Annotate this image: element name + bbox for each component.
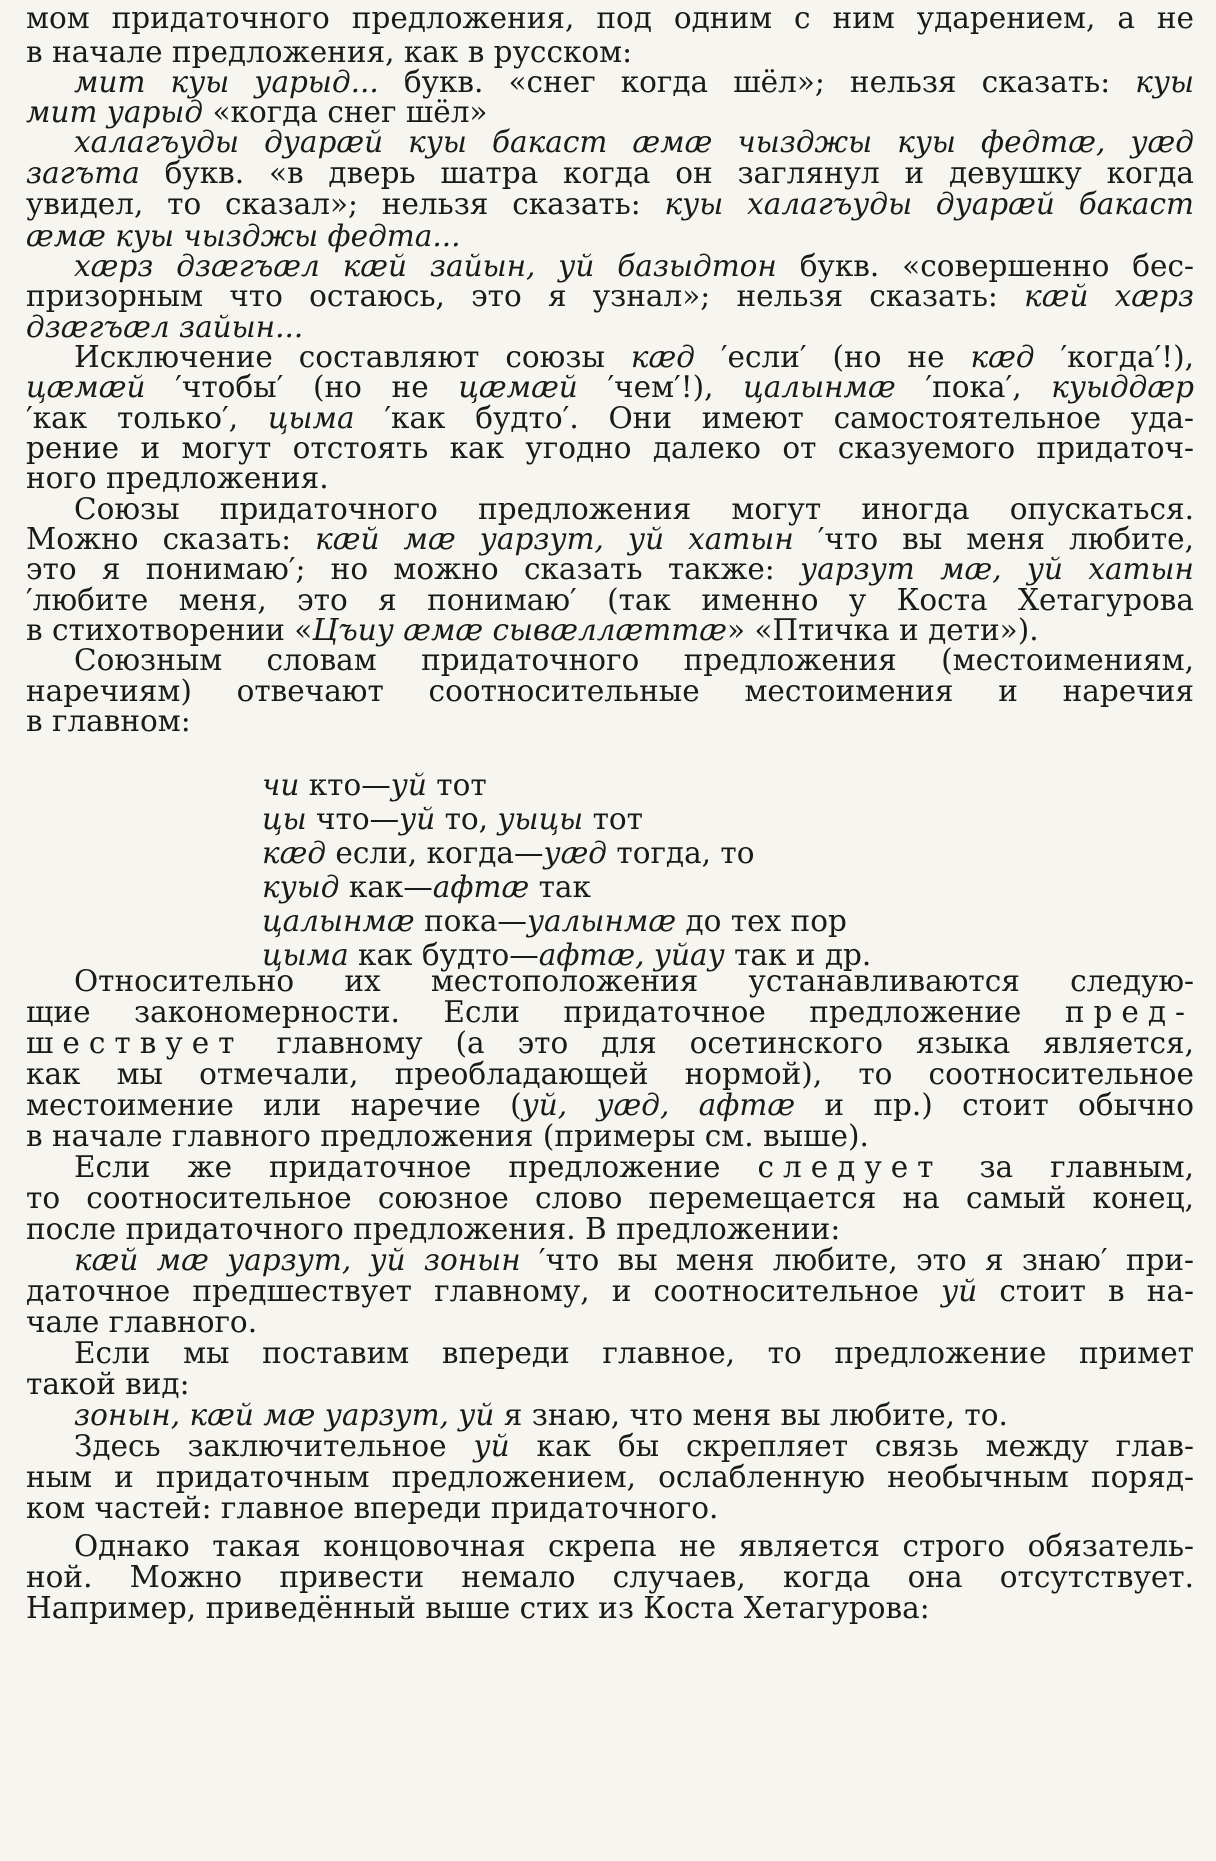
italic-example: уй (473, 1429, 510, 1463)
text-run: Союзы придаточного предложения могут иногда опускаться. (74, 492, 1194, 526)
text-run: Относительно их местоположения устанавливаются следую- (74, 964, 1194, 998)
text-run: ′когда′!), (1034, 340, 1194, 374)
correlative-pairs-table (262, 768, 871, 972)
text-run: в начале предложения, как в русском: (26, 35, 633, 69)
text-run: ным и придаточным предложением, ослабленную необычным поряд- (26, 1460, 1194, 1494)
text-run: стоит в на- (977, 1274, 1194, 1308)
text-run: если, когда— (326, 836, 544, 870)
italic-example: мит уарыд (26, 95, 204, 129)
text-run: главному (а это для осетинского языка является, (243, 1026, 1194, 1060)
table-row (262, 836, 871, 870)
text-line (26, 1490, 1194, 1526)
text-run: Исключение составляют союзы (74, 340, 631, 374)
text-run: как будто— (348, 938, 539, 972)
text-run: ′как будто′. Они имеют самостоятельное уда- (354, 401, 1194, 435)
text-run: ′что вы меня любите, (793, 522, 1194, 556)
italic-example: уй (390, 768, 427, 802)
text-run: следует (757, 1150, 943, 1184)
italic-example: цыма (262, 938, 349, 972)
table-row (262, 802, 871, 836)
text-run: в главном: (26, 704, 191, 738)
text-run: пока— (414, 904, 527, 938)
italic-example: цæмæй (26, 370, 146, 404)
text-run: то, (435, 802, 498, 836)
italic-example: кæд (262, 836, 327, 870)
text-run: ного предложения. (26, 461, 329, 495)
italic-example: афтæ (432, 870, 530, 904)
italic-example: куыддæр (1051, 370, 1194, 404)
text-run: ′пока′, (895, 370, 1052, 404)
italic-example: æмæ куы чызджы федта... (26, 219, 461, 253)
italic-example: цыма (267, 401, 355, 435)
text-run: мом придаточного предложения, под одним с ним ударением, а не (26, 1, 1194, 35)
italic-example: загъта (26, 156, 140, 190)
text-run: в стихотворении « (26, 613, 313, 647)
text-run: за главным, (942, 1150, 1194, 1184)
italic-example: куы халагъуды дуарæй бакаст (664, 187, 1194, 221)
italic-example: цалынмæ (743, 370, 896, 404)
text-run: ной. Можно привести немало случаев, когда она отсутствует. (26, 1560, 1194, 1594)
text-run: букв. «в дверь шатра когда он заглянул и девушку когда (139, 156, 1194, 190)
text-run: ′чтобы′ (но не (145, 370, 459, 404)
italic-example: цалынмæ (262, 904, 415, 938)
text-run: ′как только′, (26, 401, 268, 435)
text-line (26, 703, 1194, 739)
text-line (26, 186, 1194, 222)
text-run: как мы отмечали, преобладающей нормой), то соотносительное (26, 1057, 1194, 1091)
text-run: Союзным словам придаточного предложения (местоимениям, (74, 643, 1194, 677)
text-run: » «Птичка и дети»). (726, 613, 1039, 647)
italic-example: кæй хæрз (1024, 279, 1195, 313)
italic-example: халагъуды дуарæй куы бакаст æмæ чызджы куы федтæ, уæд (74, 125, 1194, 159)
text-run: тот (426, 768, 487, 802)
italic-example: уæд (543, 836, 608, 870)
text-run: Если же придаточное предложение (74, 1150, 758, 1184)
text-run: шествует (26, 1026, 244, 1060)
italic-example: зонын, кæй мæ уарзут, уй (74, 1398, 495, 1432)
text-run: ком частей: главное впереди придаточного. (26, 1491, 719, 1525)
text-run: наречиям) отвечают соотносительные местоимения и наречия (26, 674, 1194, 708)
italic-example: уй, уæд, афтæ (521, 1088, 796, 1122)
text-run: я знаю, что меня вы любите, то. (494, 1398, 1008, 1432)
text-run: пред- (1064, 995, 1194, 1029)
text-line (26, 1590, 1194, 1626)
italic-example: чи (262, 768, 300, 802)
text-run: Однако такая концовочная скрепа не является строго обязатель- (74, 1529, 1194, 1563)
text-run: ′если′ (но не (694, 340, 971, 374)
text-run: увидел, то сказал»; нельзя сказать: (26, 187, 665, 221)
italic-example: мит куы уарыд... (74, 65, 379, 99)
text-run: чале главного. (26, 1305, 258, 1339)
table-row (262, 870, 871, 904)
text-run: букв. «снег когда шёл»; нельзя сказать: (378, 65, 1136, 99)
text-run: это я понимаю′; но можно сказать также: (26, 552, 801, 586)
text-run: Если мы поставим впереди главное, то предложение примет (74, 1336, 1194, 1370)
text-run: до тех пор (676, 904, 847, 938)
text-run: и пр.) стоит обычно (795, 1088, 1194, 1122)
table-row (262, 768, 871, 802)
italic-example: цæмæй (458, 370, 578, 404)
text-run: как— (339, 870, 433, 904)
italic-example: цы (262, 802, 307, 836)
italic-example: дзæгъæл зайын... (26, 310, 304, 344)
text-run: призорным что остаюсь, это я узнал»; нельзя сказать: (26, 279, 1025, 313)
text-run: даточное предшествует главному, и соотносительное (26, 1274, 942, 1308)
text-line (26, 0, 1194, 36)
italic-example: афтæ, уйау (538, 938, 725, 972)
italic-example: уй (399, 802, 436, 836)
italic-example: куы (1135, 65, 1194, 99)
text-run: после придаточного предложения. В предложении: (26, 1212, 841, 1246)
text-run: то соотносительное союзное слово перемещается на самый конец, (26, 1181, 1194, 1215)
italic-example: уалынмæ (526, 904, 677, 938)
text-run: в начале главного предложения (примеры см. выше). (26, 1119, 869, 1153)
italic-example: кæй мæ уарзут, уй хатын (315, 522, 794, 556)
text-run: Например, приведённый выше стих из Коста Хетагурова: (26, 1591, 930, 1625)
italic-example: кæд (630, 340, 695, 374)
text-run: как бы скрепляет связь между глав- (509, 1429, 1194, 1463)
italic-example: кæй мæ уарзут, уй зонын (74, 1243, 521, 1277)
italic-example: кæд (970, 340, 1035, 374)
text-run: тогда, то (607, 836, 755, 870)
text-run: тот (583, 802, 643, 836)
italic-example: уыцы (497, 802, 584, 836)
table-row (262, 904, 871, 938)
italic-example: Цъиу æмæ сывæллæттæ (312, 613, 727, 647)
text-run: так и др. (724, 938, 872, 972)
text-run: букв. «совершенно бес- (776, 249, 1194, 283)
italic-example: куыд (262, 870, 340, 904)
text-run: что— (306, 802, 400, 836)
text-run: ′что вы меня любите, это я знаю′ при- (520, 1243, 1195, 1277)
italic-example: хæрз дзæгъæл кæй зайын, уй базыдтон (74, 249, 777, 283)
text-run: рение и могут отстоять как угодно далеко от сказуемого придаточ- (26, 431, 1194, 465)
text-run: кто— (299, 768, 391, 802)
text-run: ′чем′!), (577, 370, 744, 404)
italic-example: уарзут мæ, уй хатын (800, 552, 1194, 586)
text-run: щие закономерности. Если придаточное предложение (26, 995, 1065, 1029)
text-run: так (529, 870, 591, 904)
text-run: такой вид: (26, 1367, 190, 1401)
text-run: Можно сказать: (26, 522, 316, 556)
italic-example: уй (941, 1274, 978, 1308)
text-run: Здесь заключительное (74, 1429, 474, 1463)
text-run: местоимение или наречие ( (26, 1088, 522, 1122)
text-run: ′любите меня, это я понимаю′ (так именно у Коста Хетагурова (26, 583, 1194, 617)
text-run: «когда снег шёл» (203, 95, 488, 129)
